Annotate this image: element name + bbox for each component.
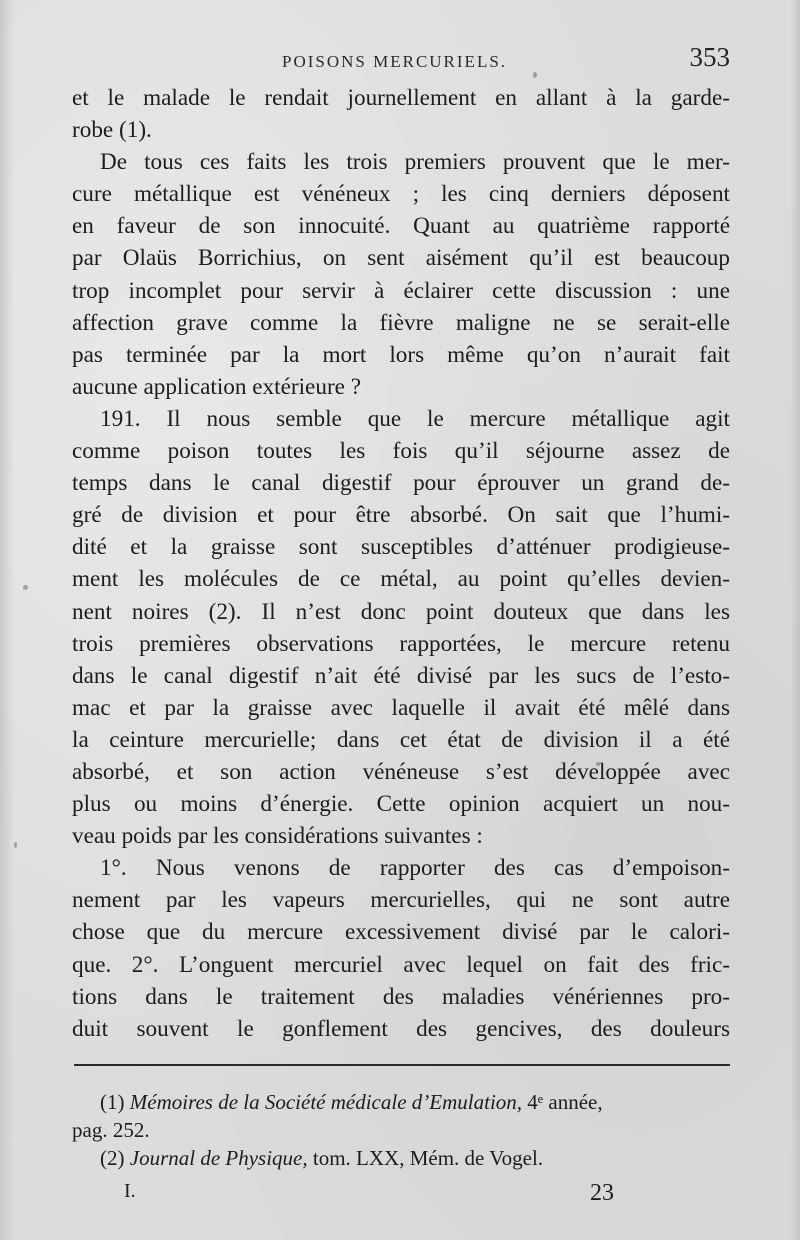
footnotes bbox=[72, 1088, 732, 1172]
text-line: comme poison toutes les fois qu’il séjourne assez de bbox=[72, 438, 730, 465]
text-line: plus ou moins d’énergie. Cette opinion acquiert un nou- bbox=[72, 791, 730, 818]
footnote-2-rest: tom. LXX, Mém. de Vogel. bbox=[307, 1146, 544, 1170]
footnote-2-marker: (2) bbox=[100, 1146, 125, 1170]
text-line: dité et la graisse sont susceptibles d’atténuer prodigieuse- bbox=[72, 534, 730, 561]
text-line: veau poids par les considérations suivantes : bbox=[72, 823, 483, 850]
text-line: affection grave comme la fièvre maligne ne se serait-elle bbox=[72, 309, 730, 336]
text-line: ment les molécules de ce métal, au point qu’elles devien- bbox=[72, 566, 730, 593]
page-shadow-left bbox=[0, 0, 14, 1240]
text-line: par Olaüs Borrichius, on sent aisément qu’il est beaucoup bbox=[72, 245, 730, 272]
sheet-signature: 23 bbox=[590, 1180, 614, 1206]
footnote-2 bbox=[72, 1144, 732, 1172]
ink-speck bbox=[533, 72, 537, 78]
text-line: duit souvent le gonflement des gencives, des douleurs bbox=[72, 1015, 730, 1042]
footnote-1 bbox=[72, 1088, 732, 1116]
text-line: absorbé, et son action vénéneuse s’est développée avec bbox=[72, 758, 730, 785]
text-line: trois premières observations rapportées, le mercure retenu bbox=[72, 630, 730, 657]
text-line: chose que du mercure excessivement divisé par le calori- bbox=[72, 919, 730, 946]
text-line: trop incomplet pour servir à éclairer cette discussion : une bbox=[72, 277, 730, 304]
text-line: et le malade le rendait journellement en allant à la garde- bbox=[72, 85, 730, 111]
text-line: pas terminée par la mort lors même qu’on n’aurait fait bbox=[72, 341, 730, 368]
ink-speck bbox=[596, 762, 600, 766]
footnote-1-marker: (1) bbox=[100, 1090, 125, 1114]
page-header bbox=[72, 42, 730, 82]
text-line: mac et par la graisse avec laquelle il avait été mêlé dans bbox=[72, 694, 730, 721]
footnote-rule bbox=[74, 1064, 730, 1066]
text-line: la ceinture mercurielle; dans cet état de division il a été bbox=[72, 726, 730, 753]
text-line: dans le canal digestif n’ait été divisé par les sucs de l’esto- bbox=[72, 662, 730, 689]
footnote-1-continuation: pag. 252. bbox=[72, 1118, 150, 1142]
text-line: en faveur de son innocuité. Quant au quatrième rapporté bbox=[72, 213, 730, 240]
volume-signature: I. bbox=[124, 1180, 136, 1202]
text-line: nement par les vapeurs mercurielles, qui ne sont autre bbox=[72, 887, 730, 914]
text-line: gré de division et pour être absorbé. On sait que l’humi- bbox=[72, 502, 730, 529]
footnote-1-rest: 4ᵉ année, bbox=[522, 1090, 603, 1114]
ink-speck bbox=[23, 585, 28, 590]
text-line: aucune application extérieure ? bbox=[72, 373, 362, 400]
footnote-1-title: Mémoires de la Société médicale d’Emulation, bbox=[129, 1090, 523, 1114]
text-line: que. 2°. L’onguent mercuriel avec lequel on fait des fric- bbox=[72, 951, 730, 978]
text-line: robe (1). bbox=[72, 117, 152, 144]
text-line: 1°. Nous venons de rapporter des cas d’empoison- bbox=[100, 855, 730, 882]
running-title: POISONS MERCURIELS. bbox=[282, 52, 508, 71]
page-shadow-right bbox=[790, 0, 800, 1240]
text-line: temps dans le canal digestif pour éprouver un grand de- bbox=[72, 470, 730, 497]
text-line: De tous ces faits les trois premiers prouvent que le mer- bbox=[100, 149, 730, 176]
signature-line bbox=[92, 1180, 614, 1210]
text-line: nent noires (2). Il n’est donc point douteux que dans les bbox=[72, 598, 730, 625]
text-line: 191. Il nous semble que le mercure métallique agit bbox=[100, 405, 730, 432]
text-line: cure métallique est vénéneux ; les cinq derniers déposent bbox=[72, 181, 730, 208]
ink-speck bbox=[14, 842, 17, 848]
page-number: 353 bbox=[689, 42, 730, 72]
body-text bbox=[72, 82, 730, 1045]
footnote-2-title: Journal de Physique, bbox=[129, 1146, 308, 1170]
text-line: tions dans le traitement des maladies vénériennes pro- bbox=[72, 983, 730, 1010]
